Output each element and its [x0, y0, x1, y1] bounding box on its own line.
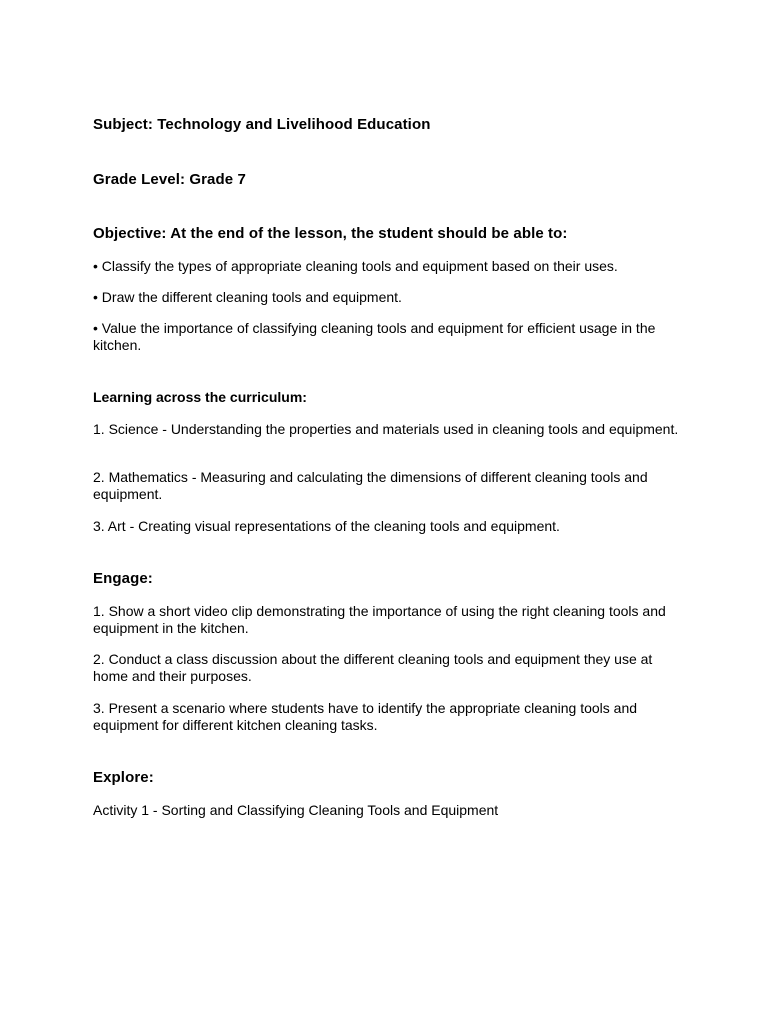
document-page — [93, 0, 693, 1024]
engage-item: 2. Conduct a class discussion about the different cleaning tools and equipment they use at home and their purposes. — [93, 651, 653, 684]
curriculum-item: 3. Art - Creating visual representations of the cleaning tools and equipment. — [93, 518, 560, 534]
objective-item: • Classify the types of appropriate cleaning tools and equipment based on their uses. — [93, 258, 618, 274]
curriculum-heading: Learning across the curriculum: — [93, 389, 307, 405]
explore-item: Activity 1 - Sorting and Classifying Cleaning Tools and Equipment — [93, 802, 499, 818]
curriculum-item: 2. Mathematics - Measuring and calculating the dimensions of different cleaning tools and equipment. — [93, 469, 648, 502]
subject-heading: Subject: Technology and Livelihood Education — [93, 116, 431, 133]
curriculum-item: 1. Science - Understanding the properties and materials used in cleaning tools and equipment. — [93, 421, 679, 437]
objective-item: • Draw the different cleaning tools and equipment. — [93, 289, 402, 305]
engage-item: 3. Present a scenario where students have to identify the appropriate cleaning tools and equipment for different kitchen cleaning tasks. — [93, 700, 638, 733]
objective-heading: Objective: At the end of the lesson, the student should be able to: — [93, 225, 568, 242]
objective-item: • Value the importance of classifying cleaning tools and equipment for efficient usage in the kitchen. — [93, 320, 656, 353]
engage-heading: Engage: — [93, 570, 153, 587]
explore-heading: Explore: — [93, 769, 154, 786]
grade-level-heading: Grade Level: Grade 7 — [93, 171, 246, 188]
engage-item: 1. Show a short video clip demonstrating the importance of using the right cleaning tools and equipment in the kitchen. — [93, 603, 666, 636]
